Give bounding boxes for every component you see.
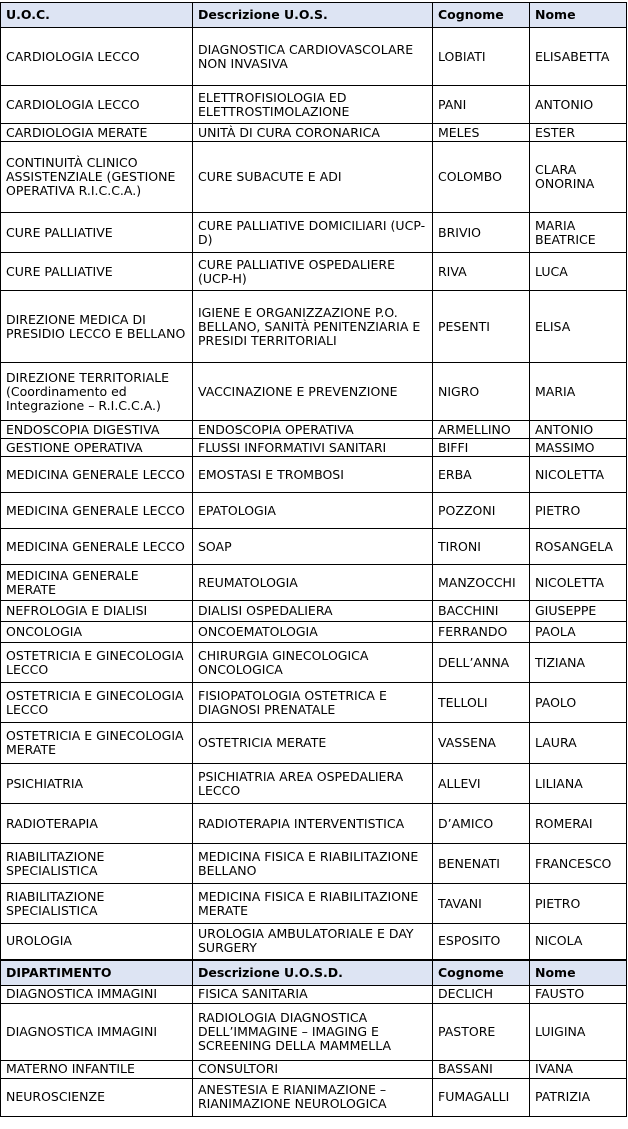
- cell-descrizione: CURE PALLIATIVE OSPEDALIERE (UCP-H): [193, 253, 433, 291]
- cell-cognome: TAVANI: [433, 884, 530, 924]
- cell-nome: LILIANA: [530, 764, 627, 804]
- header-descrizione-uosd: Descrizione U.O.S.D.: [193, 960, 433, 986]
- cell-struttura: OSTETRICIA E GINECOLOGIA LECCO: [1, 643, 193, 683]
- cell-descrizione: CURE PALLIATIVE DOMICILIARI (UCP-D): [193, 213, 433, 253]
- table-row: [1, 124, 627, 142]
- cell-cognome: BRIVIO: [433, 213, 530, 253]
- table-header-row: [1, 3, 627, 28]
- cell-nome: MARIA BEATRICE: [530, 213, 627, 253]
- cell-nome: PIETRO: [530, 884, 627, 924]
- cell-cognome: VASSENA: [433, 723, 530, 764]
- table-row: [1, 723, 627, 764]
- cell-nome: ANTONIO: [530, 86, 627, 124]
- cell-nome: ROMERAI: [530, 804, 627, 844]
- cell-descrizione: FLUSSI INFORMATIVI SANITARI: [193, 439, 433, 457]
- cell-struttura: MEDICINA GENERALE MERATE: [1, 565, 193, 601]
- cell-descrizione: EPATOLOGIA: [193, 493, 433, 529]
- cell-descrizione: ANESTESIA E RIANIMAZIONE – RIANIMAZIONE NEUROLOGICA: [193, 1078, 433, 1116]
- document-page: [0, 2, 626, 1117]
- header-nome: Nome: [530, 960, 627, 986]
- cell-struttura: CARDIOLOGIA MERATE: [1, 124, 193, 142]
- cell-nome: ESTER: [530, 124, 627, 142]
- header-descrizione-uos: Descrizione U.O.S.: [193, 3, 433, 28]
- cell-descrizione: CURE SUBACUTE E ADI: [193, 142, 433, 213]
- cell-descrizione: ENDOSCOPIA OPERATIVA: [193, 421, 433, 439]
- cell-cognome: COLOMBO: [433, 142, 530, 213]
- cell-struttura: OSTETRICIA E GINECOLOGIA MERATE: [1, 723, 193, 764]
- cell-struttura: GESTIONE OPERATIVA: [1, 439, 193, 457]
- cell-struttura: MEDICINA GENERALE LECCO: [1, 493, 193, 529]
- table-row: [1, 1078, 627, 1116]
- cell-struttura: MEDICINA GENERALE LECCO: [1, 529, 193, 565]
- cell-cognome: ERBA: [433, 457, 530, 493]
- cell-cognome: MANZOCCHI: [433, 565, 530, 601]
- table-row: [1, 439, 627, 457]
- cell-nome: MASSIMO: [530, 439, 627, 457]
- cell-descrizione: FISICA SANITARIA: [193, 985, 433, 1003]
- cell-descrizione: CHIRURGIA GINECOLOGICA ONCOLOGICA: [193, 643, 433, 683]
- cell-descrizione: CONSULTORI: [193, 1060, 433, 1078]
- table-row: [1, 643, 627, 683]
- cell-cognome: DECLICH: [433, 985, 530, 1003]
- cell-cognome: ARMELLINO: [433, 421, 530, 439]
- cell-struttura: ONCOLOGIA: [1, 622, 193, 643]
- header-uoc: U.O.C.: [1, 3, 193, 28]
- table-row: [1, 764, 627, 804]
- table-row: [1, 142, 627, 213]
- cell-struttura: NEUROSCIENZE: [1, 1078, 193, 1116]
- cell-descrizione: UNITÀ DI CURA CORONARICA: [193, 124, 433, 142]
- cell-struttura: ENDOSCOPIA DIGESTIVA: [1, 421, 193, 439]
- cell-struttura: DIAGNOSTICA IMMAGINI: [1, 1003, 193, 1060]
- cell-descrizione: IGIENE E ORGANIZZAZIONE P.O. BELLANO, SANITÀ PENITENZIARIA E PRESIDI TERRITORIALI: [193, 291, 433, 363]
- cell-struttura: RADIOTERAPIA: [1, 804, 193, 844]
- cell-struttura: MEDICINA GENERALE LECCO: [1, 457, 193, 493]
- cell-nome: TIZIANA: [530, 643, 627, 683]
- cell-cognome: PANI: [433, 86, 530, 124]
- cell-nome: ELISABETTA: [530, 28, 627, 86]
- cell-struttura: CARDIOLOGIA LECCO: [1, 86, 193, 124]
- cell-nome: CLARA ONORINA: [530, 142, 627, 213]
- cell-nome: IVANA: [530, 1060, 627, 1078]
- uoc-table-body: [1, 28, 627, 960]
- cell-struttura: UROLOGIA: [1, 924, 193, 960]
- table-row: [1, 1060, 627, 1078]
- table-row: [1, 363, 627, 421]
- cell-nome: LUCA: [530, 253, 627, 291]
- cell-nome: PATRIZIA: [530, 1078, 627, 1116]
- cell-descrizione: MEDICINA FISICA E RIABILITAZIONE BELLANO: [193, 844, 433, 884]
- table-row: [1, 1003, 627, 1060]
- cell-nome: NICOLA: [530, 924, 627, 960]
- cell-cognome: BASSANI: [433, 1060, 530, 1078]
- header-cognome: Cognome: [433, 3, 530, 28]
- cell-struttura: CARDIOLOGIA LECCO: [1, 28, 193, 86]
- cell-nome: MARIA: [530, 363, 627, 421]
- uoc-assignments-table: [0, 2, 627, 1117]
- table-row: [1, 985, 627, 1003]
- cell-nome: LAURA: [530, 723, 627, 764]
- table-row: [1, 213, 627, 253]
- table-row: [1, 28, 627, 86]
- cell-nome: ROSANGELA: [530, 529, 627, 565]
- cell-cognome: MELES: [433, 124, 530, 142]
- cell-cognome: TIRONI: [433, 529, 530, 565]
- cell-struttura: DIAGNOSTICA IMMAGINI: [1, 985, 193, 1003]
- table-row: [1, 884, 627, 924]
- cell-struttura: CURE PALLIATIVE: [1, 213, 193, 253]
- cell-nome: PIETRO: [530, 493, 627, 529]
- table-row: [1, 421, 627, 439]
- cell-cognome: BIFFI: [433, 439, 530, 457]
- cell-cognome: BACCHINI: [433, 601, 530, 622]
- cell-descrizione: OSTETRICIA MERATE: [193, 723, 433, 764]
- table-row: [1, 924, 627, 960]
- table-row: [1, 86, 627, 124]
- cell-descrizione: REUMATOLOGIA: [193, 565, 433, 601]
- cell-struttura: DIREZIONE MEDICA DI PRESIDIO LECCO E BELLANO: [1, 291, 193, 363]
- cell-descrizione: PSICHIATRIA AREA OSPEDALIERA LECCO: [193, 764, 433, 804]
- cell-struttura: DIREZIONE TERRITORIALE (Coordinamento ed Integrazione – R.I.C.C.A.): [1, 363, 193, 421]
- cell-descrizione: FISIOPATOLOGIA OSTETRICA E DIAGNOSI PRENATALE: [193, 683, 433, 723]
- cell-descrizione: UROLOGIA AMBULATORIALE E DAY SURGERY: [193, 924, 433, 960]
- cell-struttura: RIABILITAZIONE SPECIALISTICA: [1, 844, 193, 884]
- uosd-header-group: [1, 960, 627, 986]
- cell-cognome: TELLOLI: [433, 683, 530, 723]
- table-row: [1, 457, 627, 493]
- cell-descrizione: RADIOTERAPIA INTERVENTISTICA: [193, 804, 433, 844]
- table-row: [1, 253, 627, 291]
- cell-nome: ELISA: [530, 291, 627, 363]
- cell-cognome: PESENTI: [433, 291, 530, 363]
- cell-struttura: MATERNO INFANTILE: [1, 1060, 193, 1078]
- cell-cognome: FUMAGALLI: [433, 1078, 530, 1116]
- cell-cognome: RIVA: [433, 253, 530, 291]
- cell-nome: PAOLO: [530, 683, 627, 723]
- cell-nome: PAOLA: [530, 622, 627, 643]
- cell-struttura: CONTINUITÀ CLINICO ASSISTENZIALE (GESTIONE OPERATIVA R.I.C.C.A.): [1, 142, 193, 213]
- cell-descrizione: ELETTROFISIOLOGIA ED ELETTROSTIMOLAZIONE: [193, 86, 433, 124]
- table-row: [1, 683, 627, 723]
- cell-descrizione: MEDICINA FISICA E RIABILITAZIONE MERATE: [193, 884, 433, 924]
- cell-struttura: NEFROLOGIA E DIALISI: [1, 601, 193, 622]
- cell-struttura: OSTETRICIA E GINECOLOGIA LECCO: [1, 683, 193, 723]
- cell-cognome: D’AMICO: [433, 804, 530, 844]
- cell-nome: FRANCESCO: [530, 844, 627, 884]
- cell-struttura: PSICHIATRIA: [1, 764, 193, 804]
- cell-nome: ANTONIO: [530, 421, 627, 439]
- table-row: [1, 622, 627, 643]
- cell-cognome: POZZONI: [433, 493, 530, 529]
- cell-cognome: ALLEVI: [433, 764, 530, 804]
- cell-cognome: LOBIATI: [433, 28, 530, 86]
- header-nome: Nome: [530, 3, 627, 28]
- cell-descrizione: ONCOEMATOLOGIA: [193, 622, 433, 643]
- header-cognome: Cognome: [433, 960, 530, 986]
- table-header-row: [1, 960, 627, 986]
- cell-cognome: PASTORE: [433, 1003, 530, 1060]
- table-row: [1, 804, 627, 844]
- cell-cognome: NIGRO: [433, 363, 530, 421]
- cell-cognome: ESPOSITO: [433, 924, 530, 960]
- cell-nome: GIUSEPPE: [530, 601, 627, 622]
- cell-cognome: DELL’ANNA: [433, 643, 530, 683]
- table-row: [1, 529, 627, 565]
- table-row: [1, 565, 627, 601]
- header-dipartimento: DIPARTIMENTO: [1, 960, 193, 986]
- table-row: [1, 601, 627, 622]
- cell-descrizione: DIALISI OSPEDALIERA: [193, 601, 433, 622]
- table-row: [1, 291, 627, 363]
- uosd-table-body: [1, 985, 627, 1116]
- cell-nome: NICOLETTA: [530, 457, 627, 493]
- cell-cognome: BENENATI: [433, 844, 530, 884]
- cell-nome: FAUSTO: [530, 985, 627, 1003]
- cell-nome: LUIGINA: [530, 1003, 627, 1060]
- cell-descrizione: VACCINAZIONE E PREVENZIONE: [193, 363, 433, 421]
- cell-descrizione: SOAP: [193, 529, 433, 565]
- cell-nome: NICOLETTA: [530, 565, 627, 601]
- cell-descrizione: RADIOLOGIA DIAGNOSTICA DELL’IMMAGINE – IMAGING E SCREENING DELLA MAMMELLA: [193, 1003, 433, 1060]
- cell-struttura: RIABILITAZIONE SPECIALISTICA: [1, 884, 193, 924]
- cell-descrizione: EMOSTASI E TROMBOSI: [193, 457, 433, 493]
- cell-struttura: CURE PALLIATIVE: [1, 253, 193, 291]
- cell-cognome: FERRANDO: [433, 622, 530, 643]
- cell-descrizione: DIAGNOSTICA CARDIOVASCOLARE NON INVASIVA: [193, 28, 433, 86]
- table-row: [1, 844, 627, 884]
- table-row: [1, 493, 627, 529]
